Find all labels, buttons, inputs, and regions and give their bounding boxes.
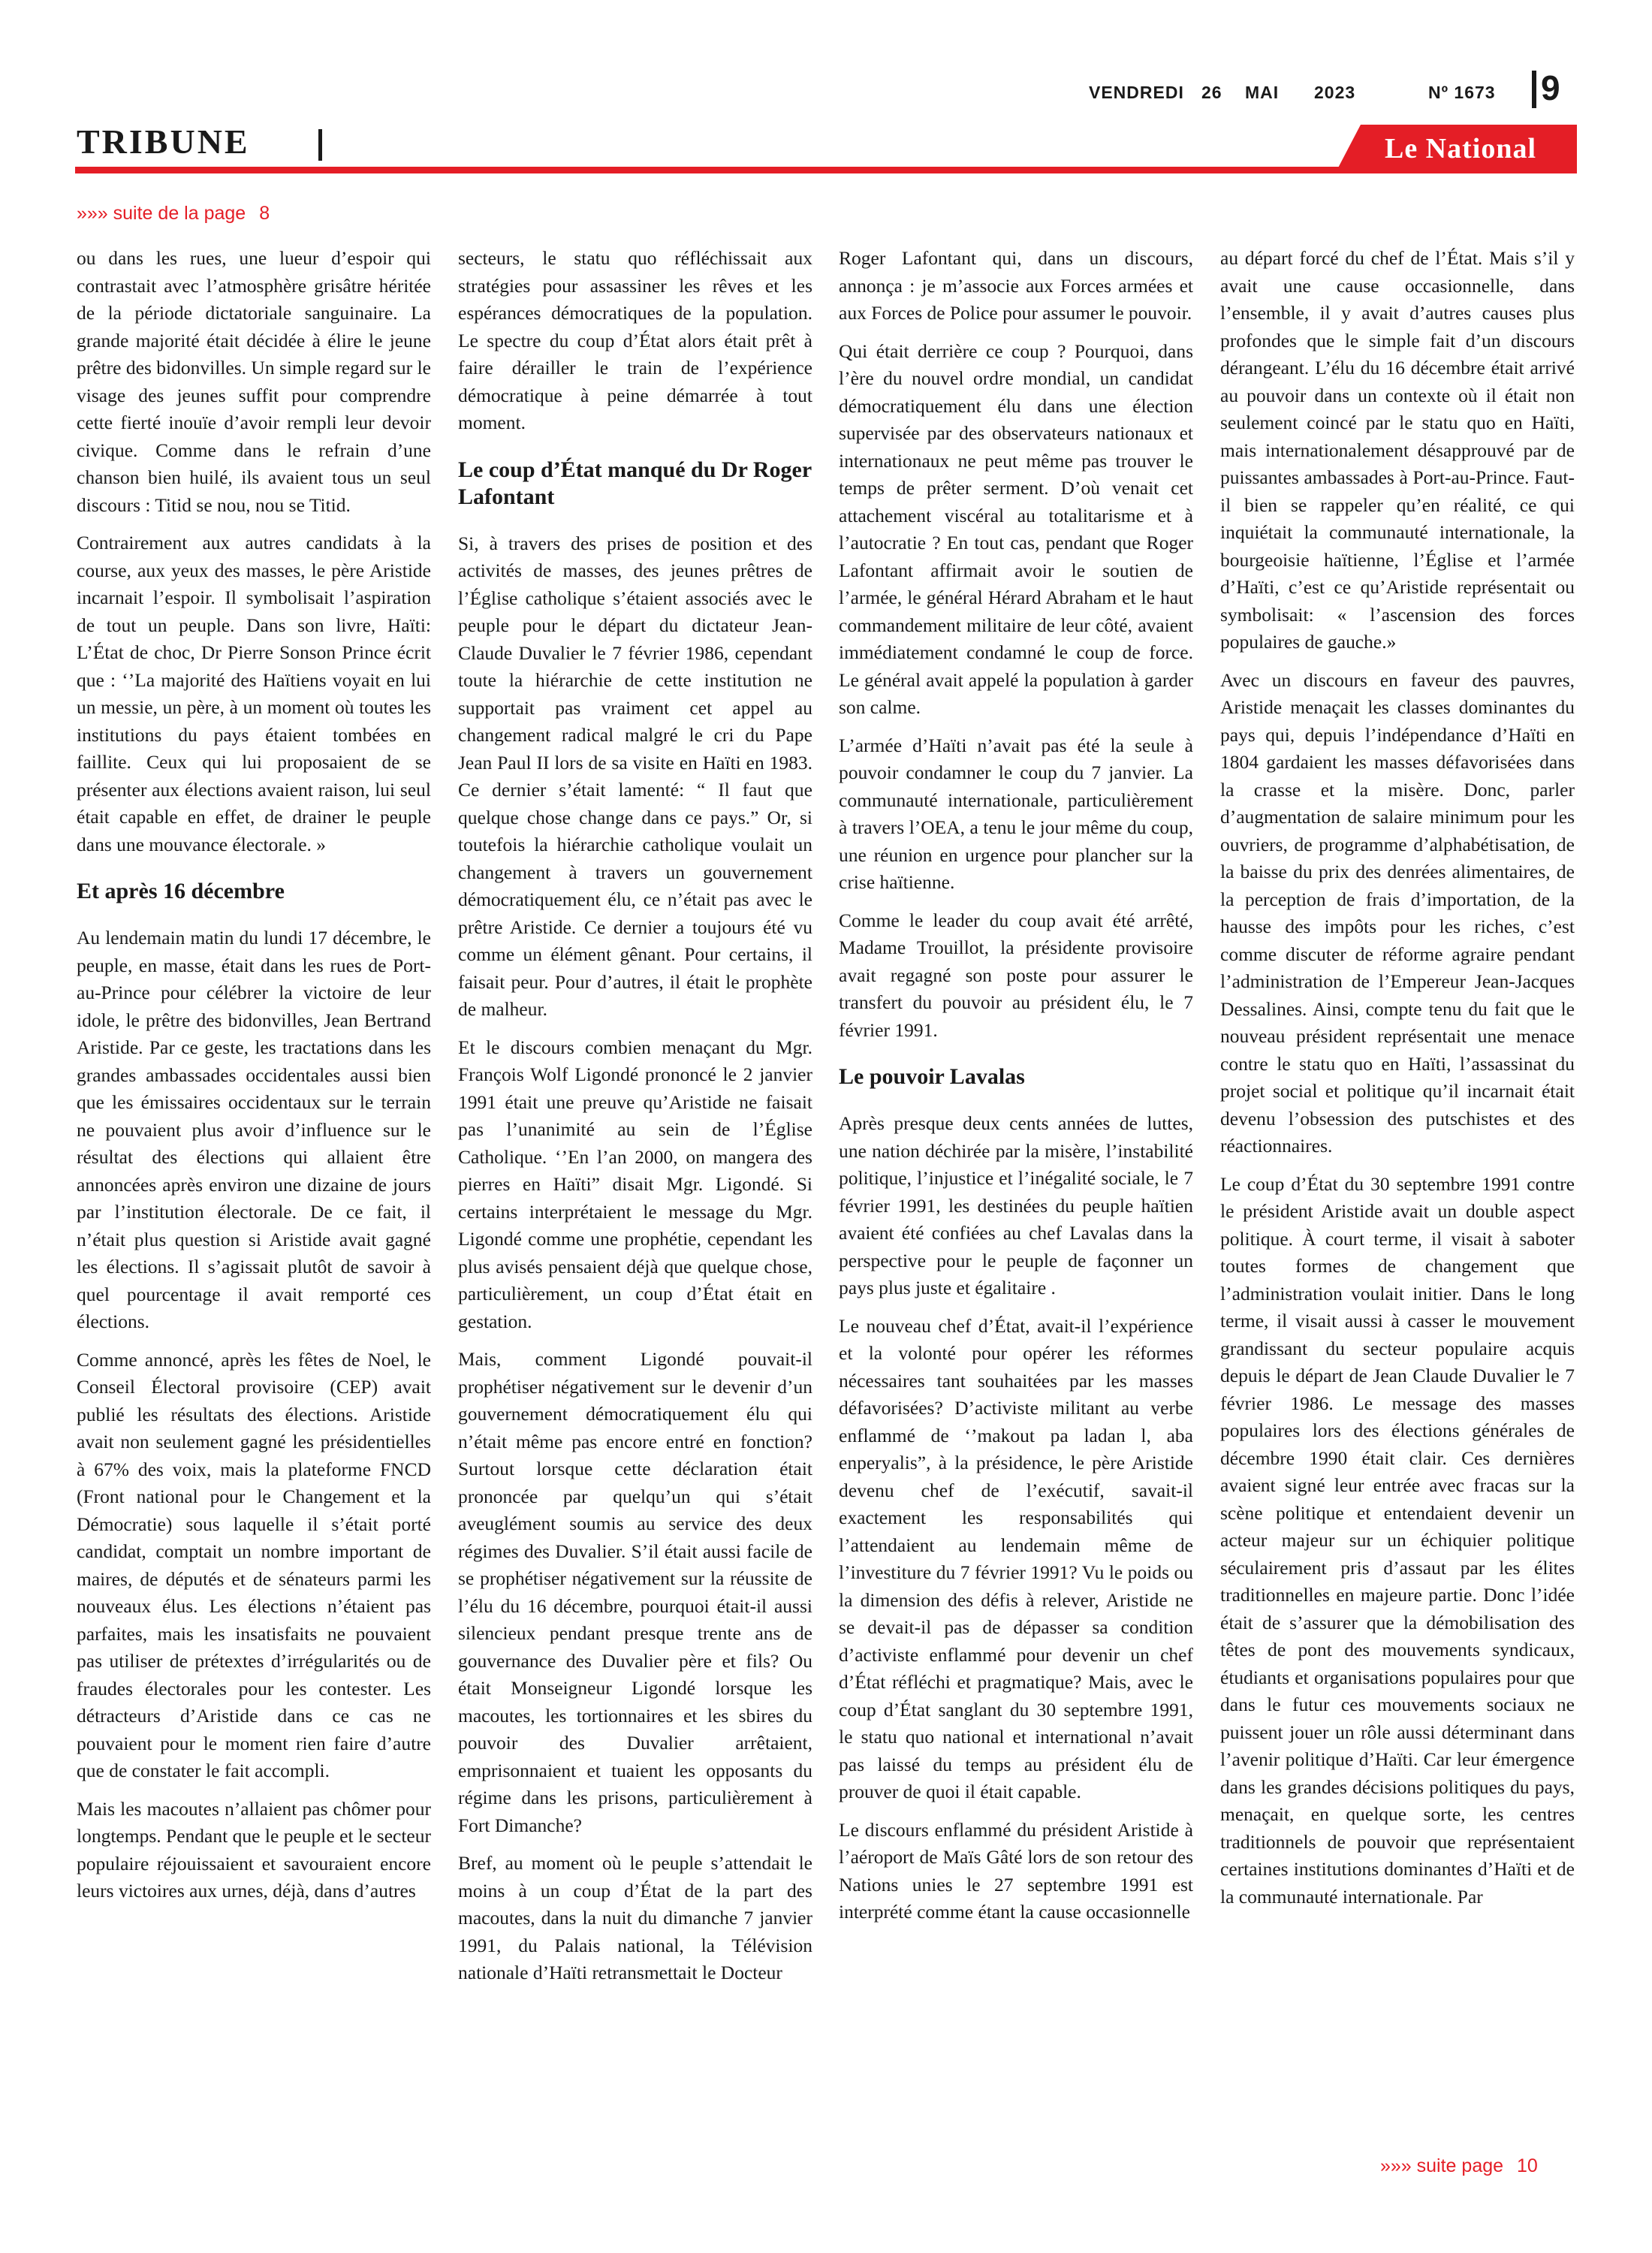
paragraph: Bref, au moment où le peuple s’attendait le moins à un coup d’État de la part des macoutes, dans la nuit du dimanche 7 janvier 1991, du Palais national, la Télévision nationale d’Haïti retransmettait le Docteur <box>458 1852 812 1983</box>
paragraph: ou dans les rues, une lueur d’espoir qui contrastait avec l’atmosphère grisâtre héritée de la période dictatoriale sanguinaire. La grande majorité était décidée à élire le jeune prêtre des bidonvilles. Un simple regard sur le visage des jeunes suffit pour comprendre cette fierté inouïe d’avoir rempli leur devoir civique. Comme dans le refrain d’une chanson bien huilé, ils avaient tous un seul discours : Titid se nou, nou se Titid. <box>77 247 431 516</box>
date-weekday: VENDREDI <box>1089 83 1184 102</box>
paragraph: Après presque deux cents années de luttes, une nation déchirée par la misère, l’instabilité politique, l’injustice et l’inégalité sociale, le 7 février 1991, les destinées du peuple haïtien avaient été confiées au chef Lavalas dans la perspective pour le peuple de façonner un pays plus juste et égalitaire . <box>839 1112 1193 1298</box>
section-divider <box>318 129 322 161</box>
continued-to-link[interactable] <box>1380 2155 1538 2177</box>
paragraph: Comme annoncé, après les fêtes de Noel, le Conseil Électoral provisoire (CEP) avait publié les résultats des élections. Aristide avait non seulement gagné les présidentielles à 67% des voix, mais la plateforme FNCD (Front national pour le Changement et la Démocratie) sous laquelle il s’était porté candidat, comptait un nombre important de maires, de députés et de sénateurs parmi les nouveaux élus. Les élections n’étaient pas parfaites, mais les insatisfaits ne pouvaient pas utiliser de prétextes d’irrégularités ou de fraudes électorales pour les contester. Les détracteurs d’Aristide dans ce cas ne pouvaient pour le moment rien faire d’autre que de constater le fait accompli. <box>77 1348 431 1781</box>
continued-from-link[interactable] <box>77 203 270 225</box>
subheading: Le pouvoir Lavalas <box>839 1064 1025 1089</box>
continued-from-marker: »»» suite de la page <box>77 203 246 224</box>
continued-from-page: 8 <box>259 203 270 224</box>
date-month: MAI <box>1245 83 1280 102</box>
article-column-3 <box>839 245 1193 2145</box>
section-title: TRIBUNE <box>77 122 250 161</box>
paragraph: L’armée d’Haïti n’avait pas été la seule à pouvoir condamner le coup du 7 janvier. La communauté internationale, particulièrement à travers l’OEA, a tenu le jour même du coup, une réunion en urgence pour plancher sur la crise haïtienne. <box>839 734 1193 893</box>
continued-to-page: 10 <box>1517 2155 1538 2176</box>
paragraph: Mais les macoutes n’allaient pas chômer pour longtemps. Pendant que le peuple et le secteur populaire réjouissaient et savouraient encore leurs victoires aux urnes, déjà, dans d’autres <box>77 1797 431 1902</box>
article-column-1 <box>77 245 431 2145</box>
date-day: 26 <box>1201 83 1222 102</box>
paragraph: Le nouveau chef d’État, avait-il l’expérience et la volonté pour opérer les réformes nécessaires tant souhaitées par les masses défavorisées? D’activiste militant au verbe enflammé de ‘’makout pa ladan l, aba enperyalis”, à la présidence, le père Aristide devenu chef de l’exécutif, savait-il exactement les responsabilités qui l’attendaient au lendemain même de l’investiture du 7 février 1991? Vu le poids ou la dimension des défis à relever, Aristide ne se devait-il pas de dépasser sa condition d’activiste enflammé pour devenir un chef d’État réfléchi et pragmatique? Mais, avec le coup d’État sanglant du 30 septembre 1991, le statu quo national et international n’avait pas laissé du temps au président élu de prouver de quoi il était capable. <box>839 1314 1193 1802</box>
paragraph: au départ forcé du chef de l’État. Mais s’il y avait une cause occasionnelle, dans l’ensemble, il y avait d’autres causes plus profondes que le simple fait d’un discours dérangeant. L’élu du 16 décembre était arrivé au pouvoir dans un contexte où il était non seulement coincé par le statu quo en Haïti, mais internationalement désapprouvé par de puissantes ambassades à Port-au-Prince. Faut-il bien se rappeler qu’en réalité, ce qui inquiétait la communauté internationale, la bourgeoisie haïtienne, l’Église et l’armée d’Haïti, c’est ce qu’Aristide représentait ou symbolisait: « l’ascension des forces populaires de gauche.» <box>1220 247 1575 653</box>
paragraph: Et le discours combien menaçant du Mgr. François Wolf Ligondé prononcé le 2 janvier 1991 était une preuve qu’Aristide ne faisait pas l’unanimité au sein de l’Église Catholique. ‘’En l’an 2000, on mangera des pierres en Haïti” disait Mgr. Ligondé. Si certains interprétaient le message du Mgr. Ligondé comme une prophétie, cependant les plus avisés pensaient déjà que quelque chose, particulièrement, un coup d’État était en gestation. <box>458 1036 812 1332</box>
paragraph: Le discours enflammé du président Aristide à l’aéroport de Maïs Gâté lors de son retour des Nations unies le 27 septembre 1991 est interprété comme étant la cause occasionnelle <box>839 1818 1193 1923</box>
page-number: 9 <box>1541 68 1560 107</box>
paragraph: Qui était derrière ce coup ? Pourquoi, dans l’ère du nouvel ordre mondial, un candidat démocratiquement élu dans une élection supervisée par des observateurs nationaux et internationaux ne peut même pas trouver le temps de prêter serment. D’où venait cet attachement viscéral au totalitarisme et à l’autocratie ? En tout cas, pendant que Roger Lafontant affirmait avoir le soutien de l’armée, le général Hérard Abraham et le haut commandement militaire de leur côté, avaient immédiatement condamné le coup de force. Le général avait appelé la population à garder son calme. <box>839 339 1193 718</box>
article-column-2 <box>458 245 812 2145</box>
issue-number: Nº 1673 <box>1428 83 1496 102</box>
paragraph: Mais, comment Ligondé pouvait-il prophétiser négativement sur le devenir d’un gouvernement démocratiquement élu qui n’était même pas encore entré en fonction? Surtout lorsque cette déclaration était prononcée par quelqu’un qui s’était aveuglément soumis au service des deux régimes des Duvalier. S’il était aussi facile de se prophétiser négativement sur la réussite de l’élu du 16 décembre, pourquoi était-il aussi silencieux pendant presque trente ans de gouvernance des Duvalier père et fils? Ou était Monseigneur Ligondé lorsque les macoutes, les tortionnaires et les sbires du pouvoir des Duvalier arrêtaient, emprisonnaient et tuaient les opposants du régime dans les prisons, particulièrement à Fort Dimanche? <box>458 1348 812 1836</box>
paragraph: Si, à travers des prises de position et des activités de masses, des jeunes prêtres de l’Église catholique s’étaient associés avec le peuple pour le départ du dictateur Jean-Claude Duvalier le 7 février 1986, cependant toute la hiérarchie de cette institution ne supportait pas vraiment cet appel au changement radical malgré le cri du Pape Jean Paul II lors de sa visite en Haïti en 1983. Ce dernier s’était lamenté: “ Il faut que quelque chose change dans ce pays.” Or, si toutefois la hiérarchie catholique voulait un changement à travers un gouvernement démocratiquement élu, ce n’était pas avec le prêtre Aristide. Ce dernier a toujours été vu comme un élément gênant. Pour certains, il faisait peur. Pour d’autres, il était le prophète de malheur. <box>458 532 812 1020</box>
subheading: Le coup d’État manqué du Dr Roger Lafontant <box>458 457 812 509</box>
date-year: 2023 <box>1314 83 1356 102</box>
paragraph: Au lendemain matin du lundi 17 décembre, le peuple, en masse, était dans les rues de Port-au-Prince pour célébrer la victoire de leur idole, le prêtre des bidonvilles, Jean Bertrand Aristide. Par ce geste, les tractations dans les grandes ambassades occidentales aussi bien que les émissaires occidentaux sur le terrain ne pouvaient plus avoir d’influence sur le résultat des élections qui allaient être annoncées après environ une dizaine de jours par l’institution électorale. De ce fait, il n’était plus question si Aristide avait gagné les élections. Il s’agissait plutôt de savoir à quel pourcentage il avait remporté ces élections. <box>77 927 431 1332</box>
article-column-4 <box>1220 245 1575 2145</box>
continued-to-marker: »»» suite page <box>1380 2155 1504 2176</box>
paragraph: Comme le leader du coup avait été arrêté, Madame Trouillot, la présidente provisoire avait regagné son poste pour assurer le transfert du pouvoir au président élu, le 7 février 1991. <box>839 909 1193 1041</box>
paragraph: Avec un discours en faveur des pauvres, Aristide menaçait les classes dominantes du pays qui, depuis l’indépendance d’Haïti en 1804 gardaient les masses défavorisées dans la crasse et la misère. Donc, parler d’augmentation de salaire minimum pour les ouvriers, de programme d’alphabétisation, de la baisse du prix des denrées alimentaires, de la perception de frais d’importation, de la hausse des impôts pour les riches, c’est comme discuter de réforme agraire pendant l’administration de l’Empereur Jean-Jacques Dessalines. Ainsi, compte tenu du fait que le nouveau président représentait une menace contre le statu quo en Haïti, l’assassinat du projet social et politique qu’il incarnait était devenu l’obsession des putschistes et des réactionnaires. <box>1220 668 1575 1157</box>
newspaper-name: Le National <box>1384 133 1537 164</box>
paragraph: Roger Lafontant qui, dans un discours, annonça : je m’associe aux Forces armées et aux Forces de Police pour assumer le pouvoir. <box>839 247 1193 324</box>
page-number-divider <box>1532 71 1536 108</box>
paragraph: Contrairement aux autres candidats à la course, aux yeux des masses, le père Aristide incarnait l’espoir. Il symbolisait l’aspiration de tout un peuple. Dans son livre, Haïti: L’État de choc, Dr Pierre Sonson Prince écrit que : ‘’La majorité des Haïtiens voyait en lui un messie, un père, à un moment où toutes les institutions du pays étaient tombées en faillite. Ceux qui lui proposaient de se présenter aux élections avaient raison, lui seul était capable en effet, de drainer le peuple dans une mouvance électorale. » <box>77 532 431 855</box>
subheading: Et après 16 décembre <box>77 879 285 903</box>
paragraph: Le coup d’État du 30 septembre 1991 contre le président Aristide avait un double aspect politique. À court terme, il visait à saboter toutes formes de changement que l’administration voulait initier. Dans le long terme, il visait aussi à casser le mouvement grandissant du secteur populaire acquis depuis le départ de Jean Claude Duvalier le 7 février 1986. Le message des masses populaires lors des élections générales de décembre 1990 était clair. Ces dernières avaient signé leur entrée avec fracas sur la scène politique et entendaient devenir un acteur majeur sur un échiquier politique séculairement pris d’assaut par les élites traditionnelles en majeure partie. Donc l’idée était de s’assurer que la démobilisation des têtes de pont des mouvements syndicaux, étudiants et organisations populaires pour que dans le futur ces mouvements sociaux ne puissent jouer un rôle aussi déterminant dans l’avenir politique d’Haïti. Car leur émergence dans les grandes décisions politiques du pays, menaçait, en quelque sorte, les centres traditionnels de pouvoir que représentaient certaines institutions dominantes d’Haïti et de la communauté internationale. Par <box>1220 1172 1575 1908</box>
paragraph: secteurs, le statu quo réfléchissait aux stratégies pour assassiner les rêves et les espérances démocratiques de la population. Le spectre du coup d’État alors était prêt à faire dérailler le train de l’expérience démocratique à peine démarrée à tout moment. <box>458 247 812 433</box>
